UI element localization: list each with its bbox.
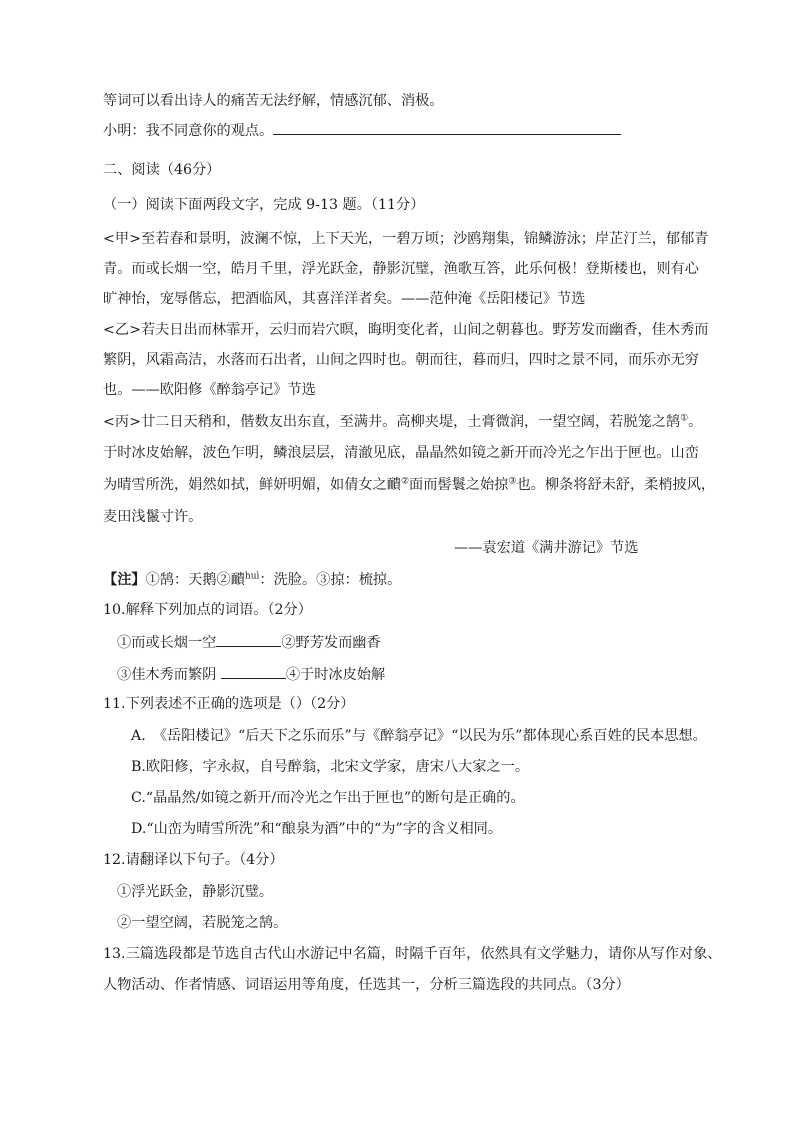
passage-bing-text: 也。柳条将舒未舒，柔梢披风， bbox=[516, 477, 716, 493]
question-12: 12.请翻译以下句子。（4分） bbox=[103, 852, 284, 868]
question-10-items bbox=[117, 632, 381, 653]
q10-item: ③佳木秀而繁阴 bbox=[117, 667, 217, 683]
passage-bing-line: 于时冰皮始解，波色乍明，鳞浪层层，清澈见底，晶晶然如镜之新开而冷光之乍出于匣也。山峦 bbox=[103, 445, 699, 461]
q12-sentence: ①浮光跃金，静影沉璧。 bbox=[117, 884, 274, 900]
section-heading: 二、阅读（46分） bbox=[103, 162, 221, 178]
passage-bing-text: 。 bbox=[688, 414, 703, 430]
question-11: 11.下列表述不正确的选项是（）（2分） bbox=[103, 696, 355, 712]
option-c[interactable]: C.“晶晶然/如镜之新开/而冷光之乍出于匣也”的断句是正确的。 bbox=[131, 790, 525, 806]
q12-sentence: ②一望空阔，若脱笼之鹄。 bbox=[117, 915, 288, 931]
answer-blank[interactable] bbox=[221, 664, 286, 679]
passage-bing-line bbox=[103, 475, 715, 495]
q10-item: ①而或长烟一空 bbox=[117, 635, 217, 651]
text-line: 等词可以看出诗人的痛苦无法纾解，情感沉郁、消极。 bbox=[103, 93, 444, 109]
response-line bbox=[103, 120, 621, 141]
option-a[interactable]: A. 《岳阳楼记》“后天下之乐而乐”与《醉翁亭记》“以民为乐”都体现心系百姓的民本思想。 bbox=[131, 728, 707, 744]
question-10-items bbox=[117, 664, 385, 685]
option-b[interactable]: B.欧阳修，字永叔，自号醉翁，北宋文学家，唐宋八大家之一。 bbox=[131, 759, 530, 775]
passage-bing-text: 为晴雪所洗，娟然如拭，鲜妍明媚，如倩女之靧 bbox=[103, 477, 401, 493]
q10-item: ④于时冰皮始解 bbox=[285, 667, 386, 683]
footnote-marker: ③ bbox=[508, 476, 517, 487]
q10-item: ②野芳发而幽香 bbox=[281, 635, 381, 651]
passage-bing-text: 面而髻鬟之始掠 bbox=[409, 477, 509, 493]
part-heading: （一）阅读下面两段文字，完成 9-13 题。（11分） bbox=[103, 197, 425, 213]
response-prompt: 小明：我不同意你的观点。 bbox=[103, 123, 274, 139]
note-label: 【注】 bbox=[103, 572, 146, 588]
passage-yi-line: 繁阴，风霜高洁，水落而石出者，山间之四时也。朝而往，暮而归，四时之景不同，而乐亦无穷 bbox=[103, 352, 699, 368]
footnote-marker: ① bbox=[680, 413, 689, 424]
question-10: 10.解释下列加点的词语。（2分） bbox=[103, 602, 312, 618]
passage-bing-text: <丙>廿二日天稍和，偕数友出东直，至满井。高柳夹堤，土膏微润，一望空阔，若脱笼之鹄 bbox=[103, 414, 681, 430]
passage-bing-line bbox=[103, 412, 702, 432]
passage-source: ——袁宏道《满井游记》节选 bbox=[454, 540, 639, 556]
note-text: ：洗脸。③掠：梳掠。 bbox=[259, 572, 402, 588]
answer-blank[interactable] bbox=[216, 632, 281, 647]
passage-jia-line: <甲>至若春和景明，波澜不惊，上下天光，一碧万顷；沙鸥翔集，锦鳞游泳；岸芷汀兰，郁郁青 bbox=[103, 231, 709, 247]
answer-blank[interactable] bbox=[273, 120, 621, 135]
option-d[interactable]: D.“山峦为晴雪所洗”和“酿泉为酒”中的“为”字的含义相同。 bbox=[131, 821, 503, 837]
passage-jia-line: 旷神怡，宠辱偕忘，把酒临风，其喜洋洋者矣。——范仲淹《岳阳楼记》节选 bbox=[103, 291, 586, 307]
passage-bing-line: 麦田浅鬣寸许。 bbox=[103, 509, 203, 525]
annotation-note bbox=[103, 570, 401, 590]
passage-yi-line: <乙>若夫日出而林霏开，云归而岩穴暝，晦明变化者，山间之朝暮也。野芳发而幽香，佳木秀而 bbox=[103, 322, 709, 338]
question-13-cont: 人物活动、作者情感、词语运用等角度，任选其一，分析三篇选段的共同点。（3分） bbox=[103, 977, 630, 993]
footnote-marker: ② bbox=[400, 476, 410, 487]
passage-jia-line: 青。而或长烟一空，皓月千里，浮光跃金，静影沉璧，渔歌互答，此乐何极！登斯楼也，则有心 bbox=[103, 261, 699, 277]
note-text: ①鹄：天鹅②靧 bbox=[145, 572, 245, 588]
question-13: 13.三篇选段都是节选自古代山水游记中名篇，时隔千百年，依然具有文学魅力，请你从写作对象、 bbox=[103, 946, 722, 962]
passage-yi-line: 也。——欧阳修《醉翁亭记》节选 bbox=[103, 382, 316, 398]
pinyin: huì bbox=[244, 571, 260, 582]
